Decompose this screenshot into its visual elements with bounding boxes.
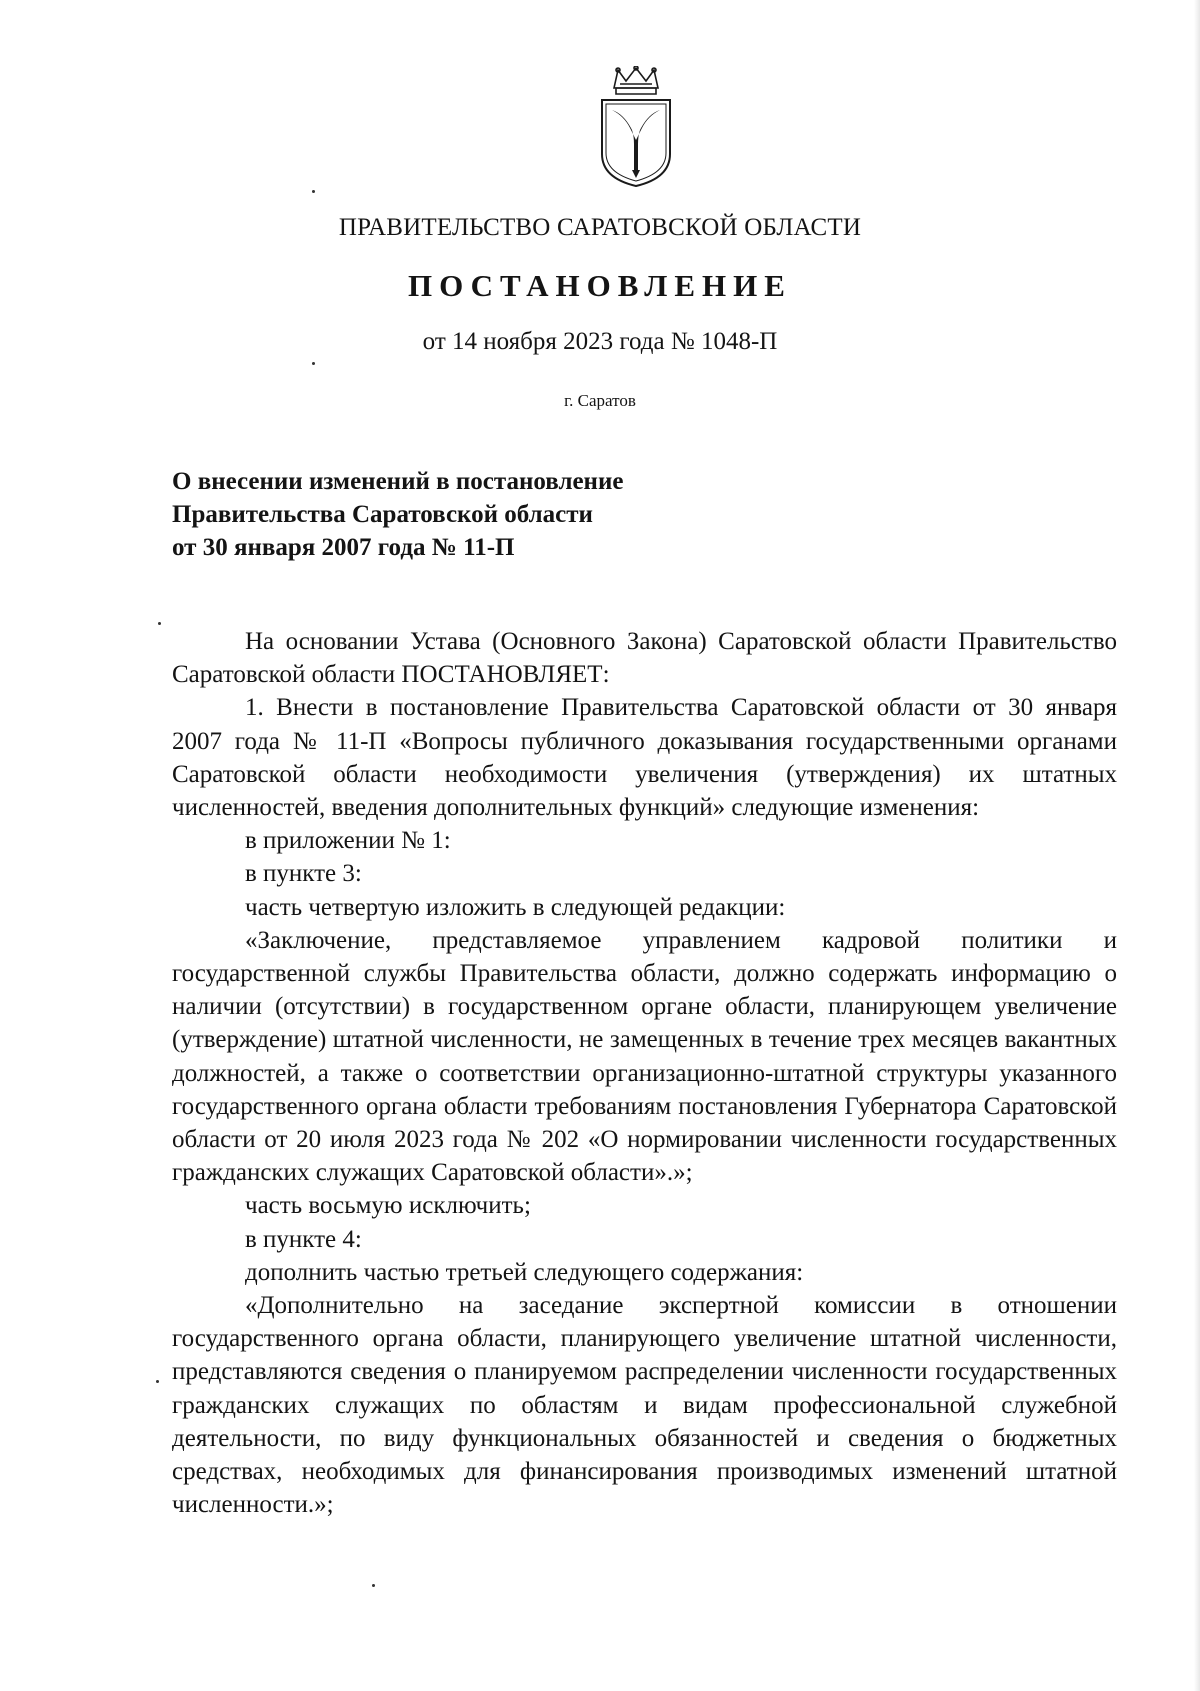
body-paragraph: «Заключение, представляемое управлением кадровой политики и государственной службы Правительства области, должно содержать информацию о наличии (отсутствии) в государственном органе области, планирующем увеличение (утверждение) штатной численности, не замещенных в течение трех месяцев вакантных должностей, а также о соответствии организационно-штатной структуры указанного государственного органа области требованиям постановления Губернатора Саратовской области от 20 июля 2023 года № 202 «О нормировании численности государственных гражданских служащих Саратовской области».»;	[172, 926, 1117, 1187]
title-line: О внесении изменений в постановление	[172, 468, 624, 495]
scan-speck	[312, 362, 315, 365]
scan-speck	[372, 1584, 375, 1587]
title-line: Правительства Саратовской области	[172, 501, 593, 528]
body-paragraph: На основании Устава (Основного Закона) Саратовской области Правительство Саратовской области ПОСТАНОВЛЯЕТ:	[172, 628, 1117, 689]
scan-speck	[312, 190, 315, 193]
document-city: г. Саратов	[564, 391, 636, 410]
body-paragraph: «Дополнительно на заседание экспертной комиссии в отношении государственного органа области, планирующего увеличение штатной численности, представляются сведения о планируемом распределении численности государственных гражданских служащих по областям и видам профессиональной служебной деятельности, по виду функциональных обязанностей и сведения о бюджетных средствах, необходимых для финансирования производимых изменений штатной численности.»;	[172, 1292, 1117, 1519]
body-paragraph: в пункте 3:	[245, 860, 362, 888]
document-date-number: от 14 ноября 2023 года № 1048-П	[422, 328, 778, 355]
document-type: ПОСТАНОВЛЕНИЕ	[408, 268, 792, 303]
body-paragraph: часть восьмую исключить;	[245, 1192, 531, 1220]
body-paragraph: дополнить частью третьей следующего содержания:	[245, 1258, 804, 1286]
scan-speck	[156, 1380, 159, 1383]
title-line: от 30 января 2007 года № 11-П	[172, 534, 515, 561]
body-paragraph: часть четвертую изложить в следующей редакции:	[245, 893, 786, 921]
body-paragraph: 1. Внести в постановление Правительства Саратовской области от 30 января 2007 года № 11-П «Вопросы публичного доказывания государственными органами Саратовской области необходимости увеличения (утверждения) их штатных численностей, введения дополнительных функций» следующие изменения:	[172, 694, 1117, 822]
coat-of-arms-icon	[598, 66, 674, 188]
organization-name: ПРАВИТЕЛЬСТВО САРАТОВСКОЙ ОБЛАСТИ	[338, 214, 862, 241]
body-paragraph: в пункте 4:	[245, 1225, 362, 1253]
scan-edge	[1194, 0, 1200, 1691]
document-body	[172, 625, 1117, 1521]
body-paragraph: в приложении № 1:	[245, 827, 451, 855]
scan-speck	[158, 622, 161, 625]
document-title	[172, 465, 623, 564]
